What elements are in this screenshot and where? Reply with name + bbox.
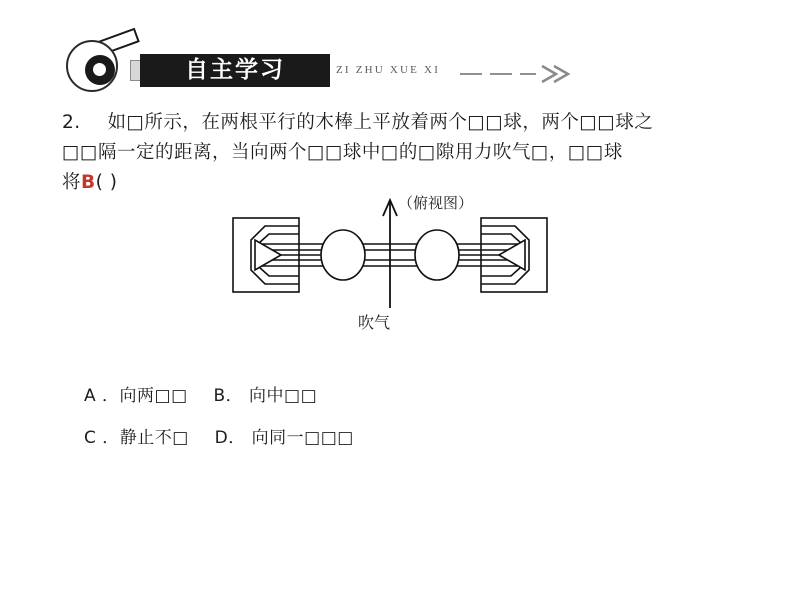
question-text-line-1: 如□所示，在两根平行的木棒上平放着两个□□球，两个□□球之 <box>107 112 654 133</box>
figure-caption: （俯视图） <box>398 194 474 212</box>
option-b[interactable]: B． 向中□□ <box>213 386 318 406</box>
option-d[interactable]: D． 向同一□□□ <box>214 428 354 448</box>
option-c[interactable]: C ．静止不□ <box>84 428 189 448</box>
option-row-1 <box>84 375 704 417</box>
blow-label: 吹气 <box>358 313 391 332</box>
section-header <box>60 38 530 94</box>
airflow-arrow-icon <box>383 200 397 308</box>
banner-bar <box>140 54 330 87</box>
section-title: 自主学习 <box>185 57 285 83</box>
option-a[interactable]: A ．向两□□ <box>84 386 188 406</box>
section-pinyin: ZI ZHU XUE XI <box>336 64 441 76</box>
answer-mark: B <box>81 172 96 193</box>
ball-right <box>415 230 459 280</box>
option-row-2 <box>84 417 704 459</box>
ball-left <box>321 230 365 280</box>
question-block <box>62 108 742 198</box>
magnifier-icon <box>66 40 118 92</box>
question-line-1 <box>62 108 742 138</box>
magnifier-highlight-icon <box>93 63 106 76</box>
question-number: 2. <box>62 112 81 133</box>
question-text-line-3: 将 <box>62 172 82 193</box>
question-text-line-2: □□隔一定的距离，当向两个□□球中□的□隙用力吹气□，□□球 <box>62 142 623 163</box>
question-choice-paren: ( ) <box>95 172 118 193</box>
options-block <box>84 375 704 459</box>
question-line-2 <box>62 138 742 168</box>
